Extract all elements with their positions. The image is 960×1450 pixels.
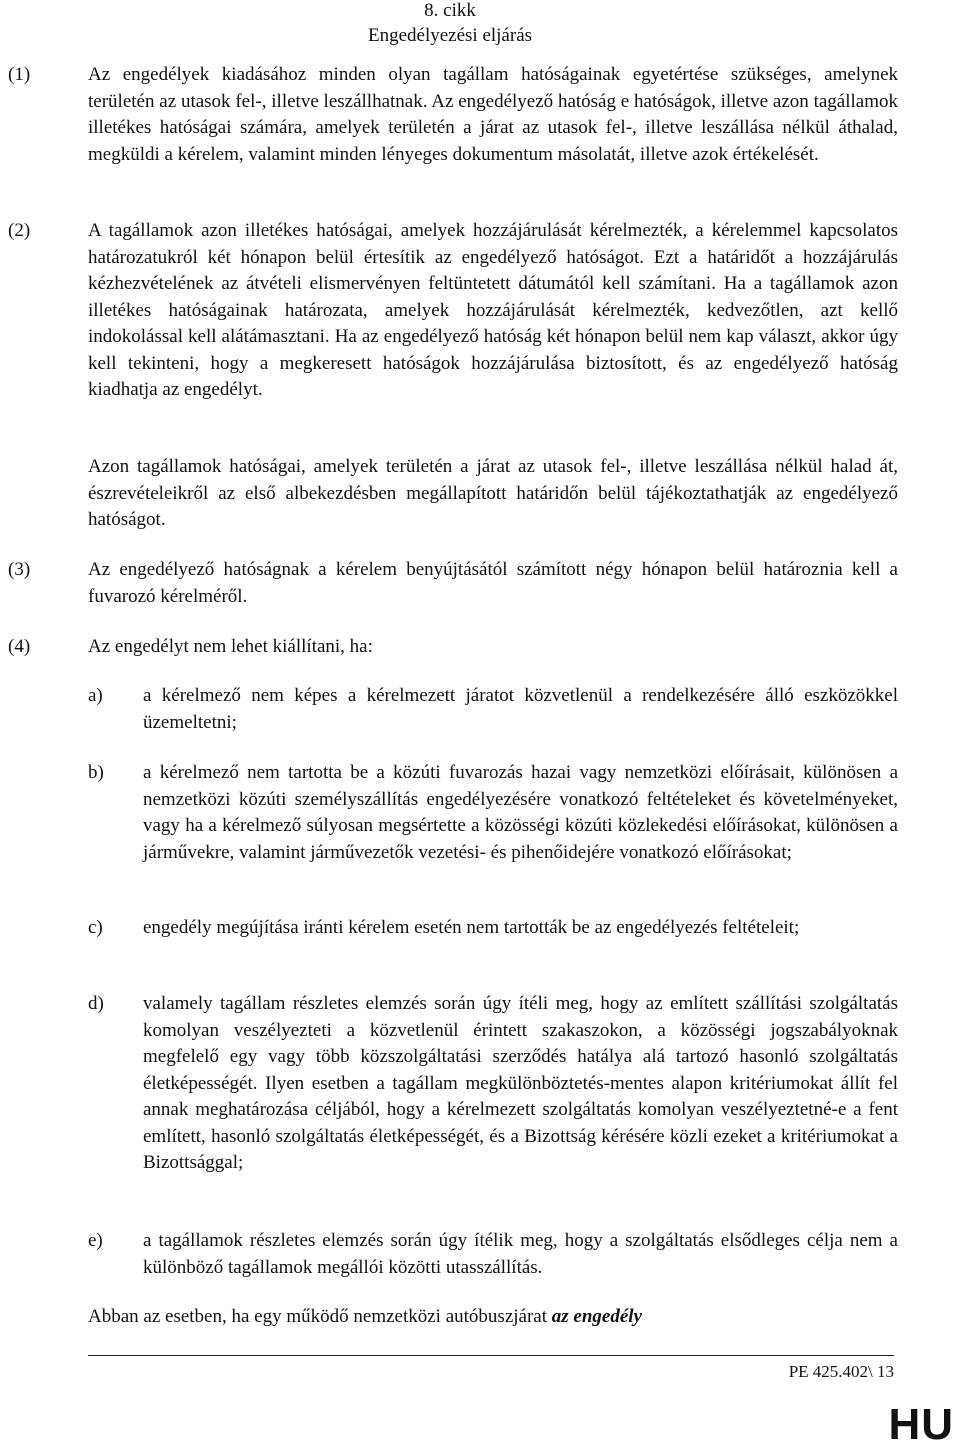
paragraph-2 <box>8 218 898 404</box>
closing-sentence-text: Abban az esetben, ha egy működő nemzetközi autóbuszjárat <box>88 1306 552 1327</box>
language-code: HU <box>888 1400 954 1449</box>
closing-sentence <box>88 1304 898 1331</box>
paragraph-number: (1) <box>8 64 31 85</box>
paragraph-4 <box>8 634 898 661</box>
list-item-text: valamely tagállam részletes elemzés során úgy ítéli meg, hogy az említett szállítási szolgáltatás komolyan veszélyezteti a közvetlenül érintett szakaszokon, a közösségi jogszabályoknak megfelelő egy vagy több közszolgáltatási szerződés hatálya alá tartozó hasonló szolgáltatás életképességét. Ilyen esetben a tagállam megkülönböztetés-mentes alapon kritériumokat állít fel annak meghatározása céljából, hogy a kérelmezett szolgáltatás komolyan veszélyeztetné-e a fent említett, hasonló szolgáltatás életképességét, és a Bizottság kérésére közli ezeket a kritériumokat a Bizottsággal; <box>143 993 898 1173</box>
paragraph-text: Az engedélyek kiadásához minden olyan tagállam hatóságainak egyetértése szükséges, amelynek területén az utasok fel-, illetve leszállhatnak. Az engedélyező hatóság e hatóságok, illetve azon tagállamok illetékes hatóságai számára, amelyek területén a járat az utasok fel-, illetve leszállása nélkül áthalad, megküldi a kérelem, valamint minden lényeges dokumentum másolatát, illetve azok értékelését. <box>88 64 898 165</box>
paragraph-text: Az engedélyező hatóságnak a kérelem benyújtásától számított négy hónapon belül határoznia kell a fuvarozó kérelméről. <box>88 559 898 607</box>
paragraph-number: (4) <box>8 636 31 657</box>
list-item-d <box>88 991 898 1177</box>
page-reference: PE 425.402\ 13 <box>788 1362 894 1381</box>
list-item-letter: b) <box>88 762 104 783</box>
paragraph-text: A tagállamok azon illetékes hatóságai, amelyek hozzájárulását kérelmezték, a kérelemmel kapcsolatos határozatukról két hónapon belül értesítik az engedélyező hatóságot. Ezt a határidőt a hozzájárulás kézhezvételének az átvételi elismervényen feltüntetett dátumától kell számítani. Ha a tagállamok azon illetékes hatóságainak határozata, amelyek hozzájárulását kérelmezték, kedvezőtlen, azt kellő indokolással kell alátámasztani. Ha az engedélyező hatóság két hónapon belül nem kap választ, akkor úgy kell tekinteni, hogy a megkeresett hatóságok hozzájárulása biztosított, és az engedélyező hatóság kiadhatja az engedélyt. <box>88 220 898 400</box>
list-item-text: a kérelmező nem tartotta be a közúti fuvarozás hazai vagy nemzetközi előírásait, különösen a nemzetközi közúti személyszállítás engedélyezésére vonatkozó feltételeket és követelményeket, vagy ha a kérelmező súlyosan megsértette a közösségi közúti közlekedési előírásokat, különösen a járművekre, valamint járművezetők vezetési- és pihenőidejére vonatkozó előírásokat; <box>143 762 898 863</box>
article-number: 8. cikk <box>424 0 476 21</box>
list-item-letter: d) <box>88 993 104 1014</box>
list-item-c <box>88 915 898 942</box>
list-item-letter: e) <box>88 1230 103 1251</box>
list-item-e <box>88 1228 898 1281</box>
list-item-text: a kérelmező nem képes a kérelmezett járatot közvetlenül a rendelkezésére álló eszközökkel üzemeltetni; <box>143 685 898 733</box>
paragraph-number: (2) <box>8 220 31 241</box>
list-item-a <box>88 683 898 736</box>
article-title: Engedélyezési eljárás <box>367 25 533 46</box>
list-item-text: a tagállamok részletes elemzés során úgy ítélik meg, hogy a szolgáltatás elsődleges célja nem a különböző tagállamok megállói közötti utasszállítás. <box>143 1230 898 1278</box>
list-item-b <box>88 760 898 866</box>
footer-divider <box>88 1355 894 1356</box>
list-item-letter: c) <box>88 917 103 938</box>
closing-sentence-emphasis: az engedély <box>551 1306 642 1327</box>
paragraph-3 <box>8 557 898 610</box>
list-item-text: engedély megújítása iránti kérelem esetén nem tartották be az engedélyezés feltételeit; <box>143 917 800 938</box>
paragraph-number: (3) <box>8 559 31 580</box>
paragraph-1 <box>8 62 898 168</box>
paragraph-text: Az engedélyt nem lehet kiállítani, ha: <box>88 636 373 657</box>
list-item-letter: a) <box>88 685 103 706</box>
paragraph-2-subparagraph: Azon tagállamok hatóságai, amelyek területén a járat az utasok fel-, illetve leszállása nélkül halad át, észrevételeikről az első albekezdésben megállapított határidőn belül tájékoztathatják az engedélyező hatóságot. <box>88 456 898 530</box>
